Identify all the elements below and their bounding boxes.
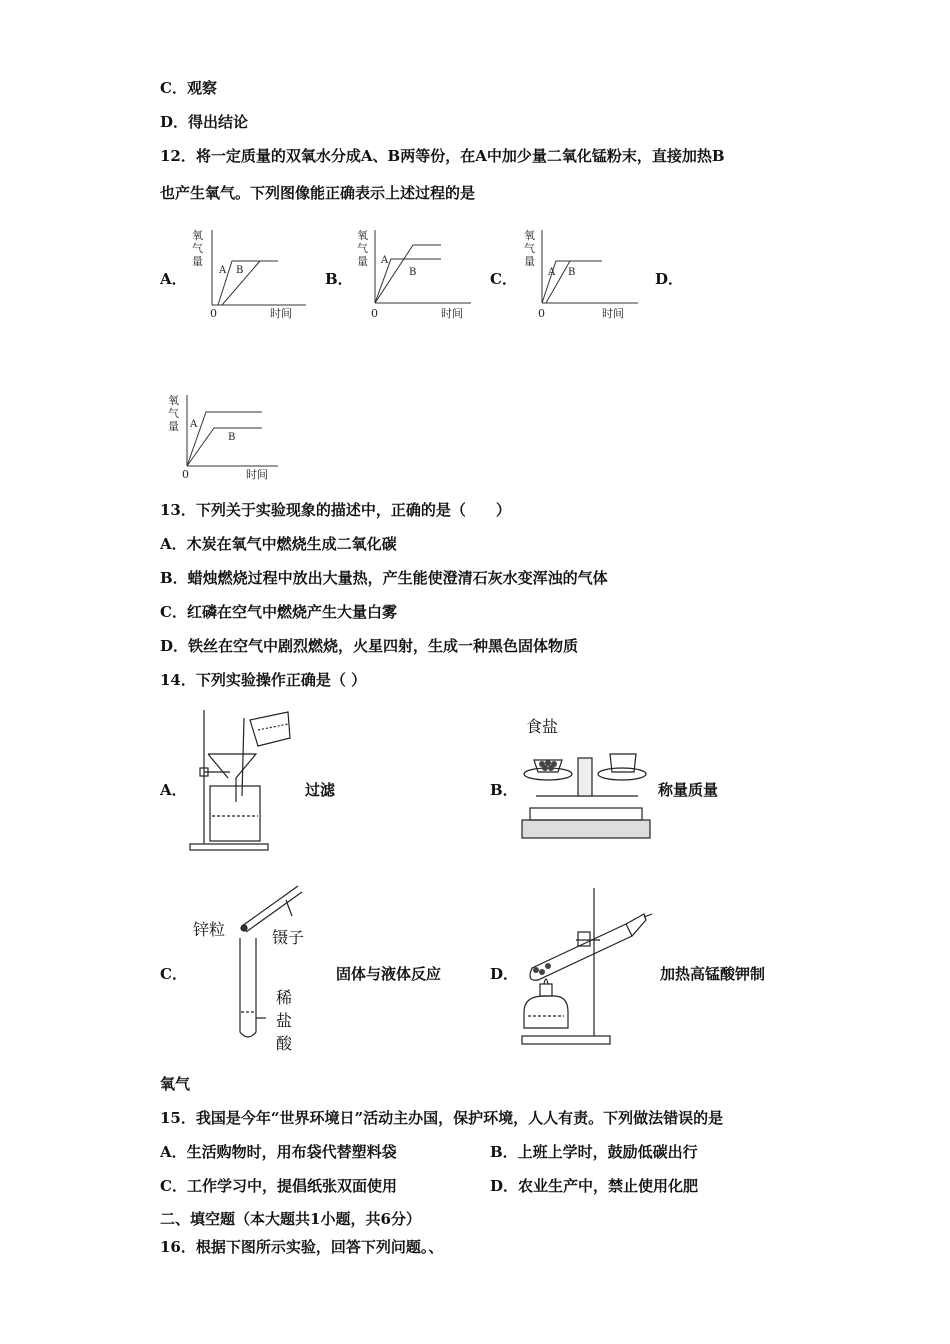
svg-text:气: 气 <box>357 242 368 255</box>
q12-graph-c <box>520 225 640 320</box>
q12-option-b-letter: B． <box>325 270 353 288</box>
svg-text:氧: 氧 <box>524 229 535 242</box>
zinc-label: 锌粒 <box>193 920 226 939</box>
q14-option-b-letter: B． <box>490 781 518 799</box>
question-14: 14．下列实验操作正确是（ ） <box>160 671 367 689</box>
q14-option-b-text: 称量质量 <box>658 781 719 799</box>
question-13-option-b: B．蜡烛燃烧过程中放出大量热，产生能使澄清石灰水变浑浊的气体 <box>160 569 608 587</box>
test-tube-figure <box>232 880 312 1050</box>
question-15-option-b: B．上班上学时，鼓励低碳出行 <box>490 1143 698 1161</box>
svg-text:B: B <box>568 267 576 278</box>
question-15-option-c: C．工作学习中，提倡纸张双面使用 <box>160 1177 397 1195</box>
q14-option-c-letter: C． <box>160 965 187 983</box>
svg-text:B: B <box>228 432 236 443</box>
svg-text:气: 气 <box>524 242 535 255</box>
question-12-line2: 也产生氧气。下列图像能正确表示上述过程的是 <box>160 184 476 202</box>
question-15-option-d: D．农业生产中，禁止使用化肥 <box>490 1177 699 1195</box>
acid-label-char-1: 稀 <box>276 988 293 1007</box>
question-13-option-a: A．木炭在氧气中燃烧生成二氧化碳 <box>160 535 397 553</box>
question-13: 13．下列关于实验现象的描述中，正确的是（ ） <box>160 501 511 519</box>
svg-text:时间: 时间 <box>441 307 463 320</box>
graph-ylabel-char: 氧 <box>192 229 203 242</box>
svg-text:氧: 氧 <box>168 394 179 407</box>
question-15-option-a: A．生活购物时，用布袋代替塑料袋 <box>160 1143 397 1161</box>
svg-text:量: 量 <box>357 255 368 268</box>
question-12-line1: 12．将一定质量的双氧水分成A、B两等份，在A中加少量二氧化锰粉末，直接加热B <box>160 147 725 165</box>
tweezers-label: 镊子 <box>272 928 305 947</box>
svg-text:量: 量 <box>524 255 535 268</box>
svg-text:0: 0 <box>538 307 545 320</box>
svg-text:氧: 氧 <box>357 229 368 242</box>
svg-text:气: 气 <box>168 407 179 420</box>
graph-origin: 0 <box>210 307 217 320</box>
section-2-heading: 二、填空题（本大题共1小题，共6分） <box>160 1210 421 1228</box>
q12-option-c-letter: C． <box>490 270 517 288</box>
graph-xlabel: 时间 <box>270 307 292 320</box>
q14-option-d-letter: D． <box>490 965 519 983</box>
salt-label: 食盐 <box>526 717 559 736</box>
option-d-conclude: D．得出结论 <box>160 113 249 131</box>
q12-graph-a <box>188 225 308 320</box>
q14-option-d-text: 加热高锰酸钾制 <box>660 965 766 983</box>
svg-text:0: 0 <box>182 468 189 481</box>
svg-text:时间: 时间 <box>246 468 268 481</box>
graph-ylabel-char: 量 <box>192 255 203 268</box>
balance-figure <box>518 734 656 846</box>
graph-series-b-label: B <box>236 265 244 276</box>
option-c-observe: C．观察 <box>160 79 217 97</box>
q12-option-d-letter: D． <box>655 270 684 288</box>
question-13-option-c: C．红磷在空气中燃烧产生大量白雾 <box>160 603 397 621</box>
q12-option-a-letter: A． <box>160 270 187 288</box>
q14-option-d-text-continued: 氧气 <box>160 1075 191 1093</box>
svg-text:A: A <box>548 267 556 278</box>
svg-text:量: 量 <box>168 420 179 433</box>
question-13-option-d: D．铁丝在空气中剧烈燃烧，火星四射，生成一种黑色固体物质 <box>160 637 579 655</box>
q14-option-a-letter: A． <box>160 781 187 799</box>
svg-text:A: A <box>381 255 389 266</box>
svg-text:0: 0 <box>371 307 378 320</box>
q14-option-a-text: 过滤 <box>305 781 336 799</box>
svg-text:时间: 时间 <box>602 307 624 320</box>
heating-apparatus-figure <box>514 884 654 1046</box>
graph-ylabel-char: 气 <box>192 242 203 255</box>
acid-label-char-2: 盐 <box>276 1011 293 1030</box>
q12-graph-b <box>353 225 473 320</box>
q14-option-c-text: 固体与液体反应 <box>336 965 442 983</box>
svg-text:A: A <box>190 419 198 430</box>
svg-text:B: B <box>409 267 417 278</box>
filtration-apparatus-figure <box>186 700 296 852</box>
q12-graph-d <box>162 390 282 485</box>
question-15: 15．我国是今年“世界环境日”活动主办国，保护环境，人人有责。下列做法错误的是 <box>160 1109 724 1127</box>
graph-series-a-label: A <box>219 265 227 276</box>
acid-label-char-3: 酸 <box>276 1034 293 1053</box>
question-16: 16．根据下图所示实验，回答下列问题。、 <box>160 1238 444 1256</box>
